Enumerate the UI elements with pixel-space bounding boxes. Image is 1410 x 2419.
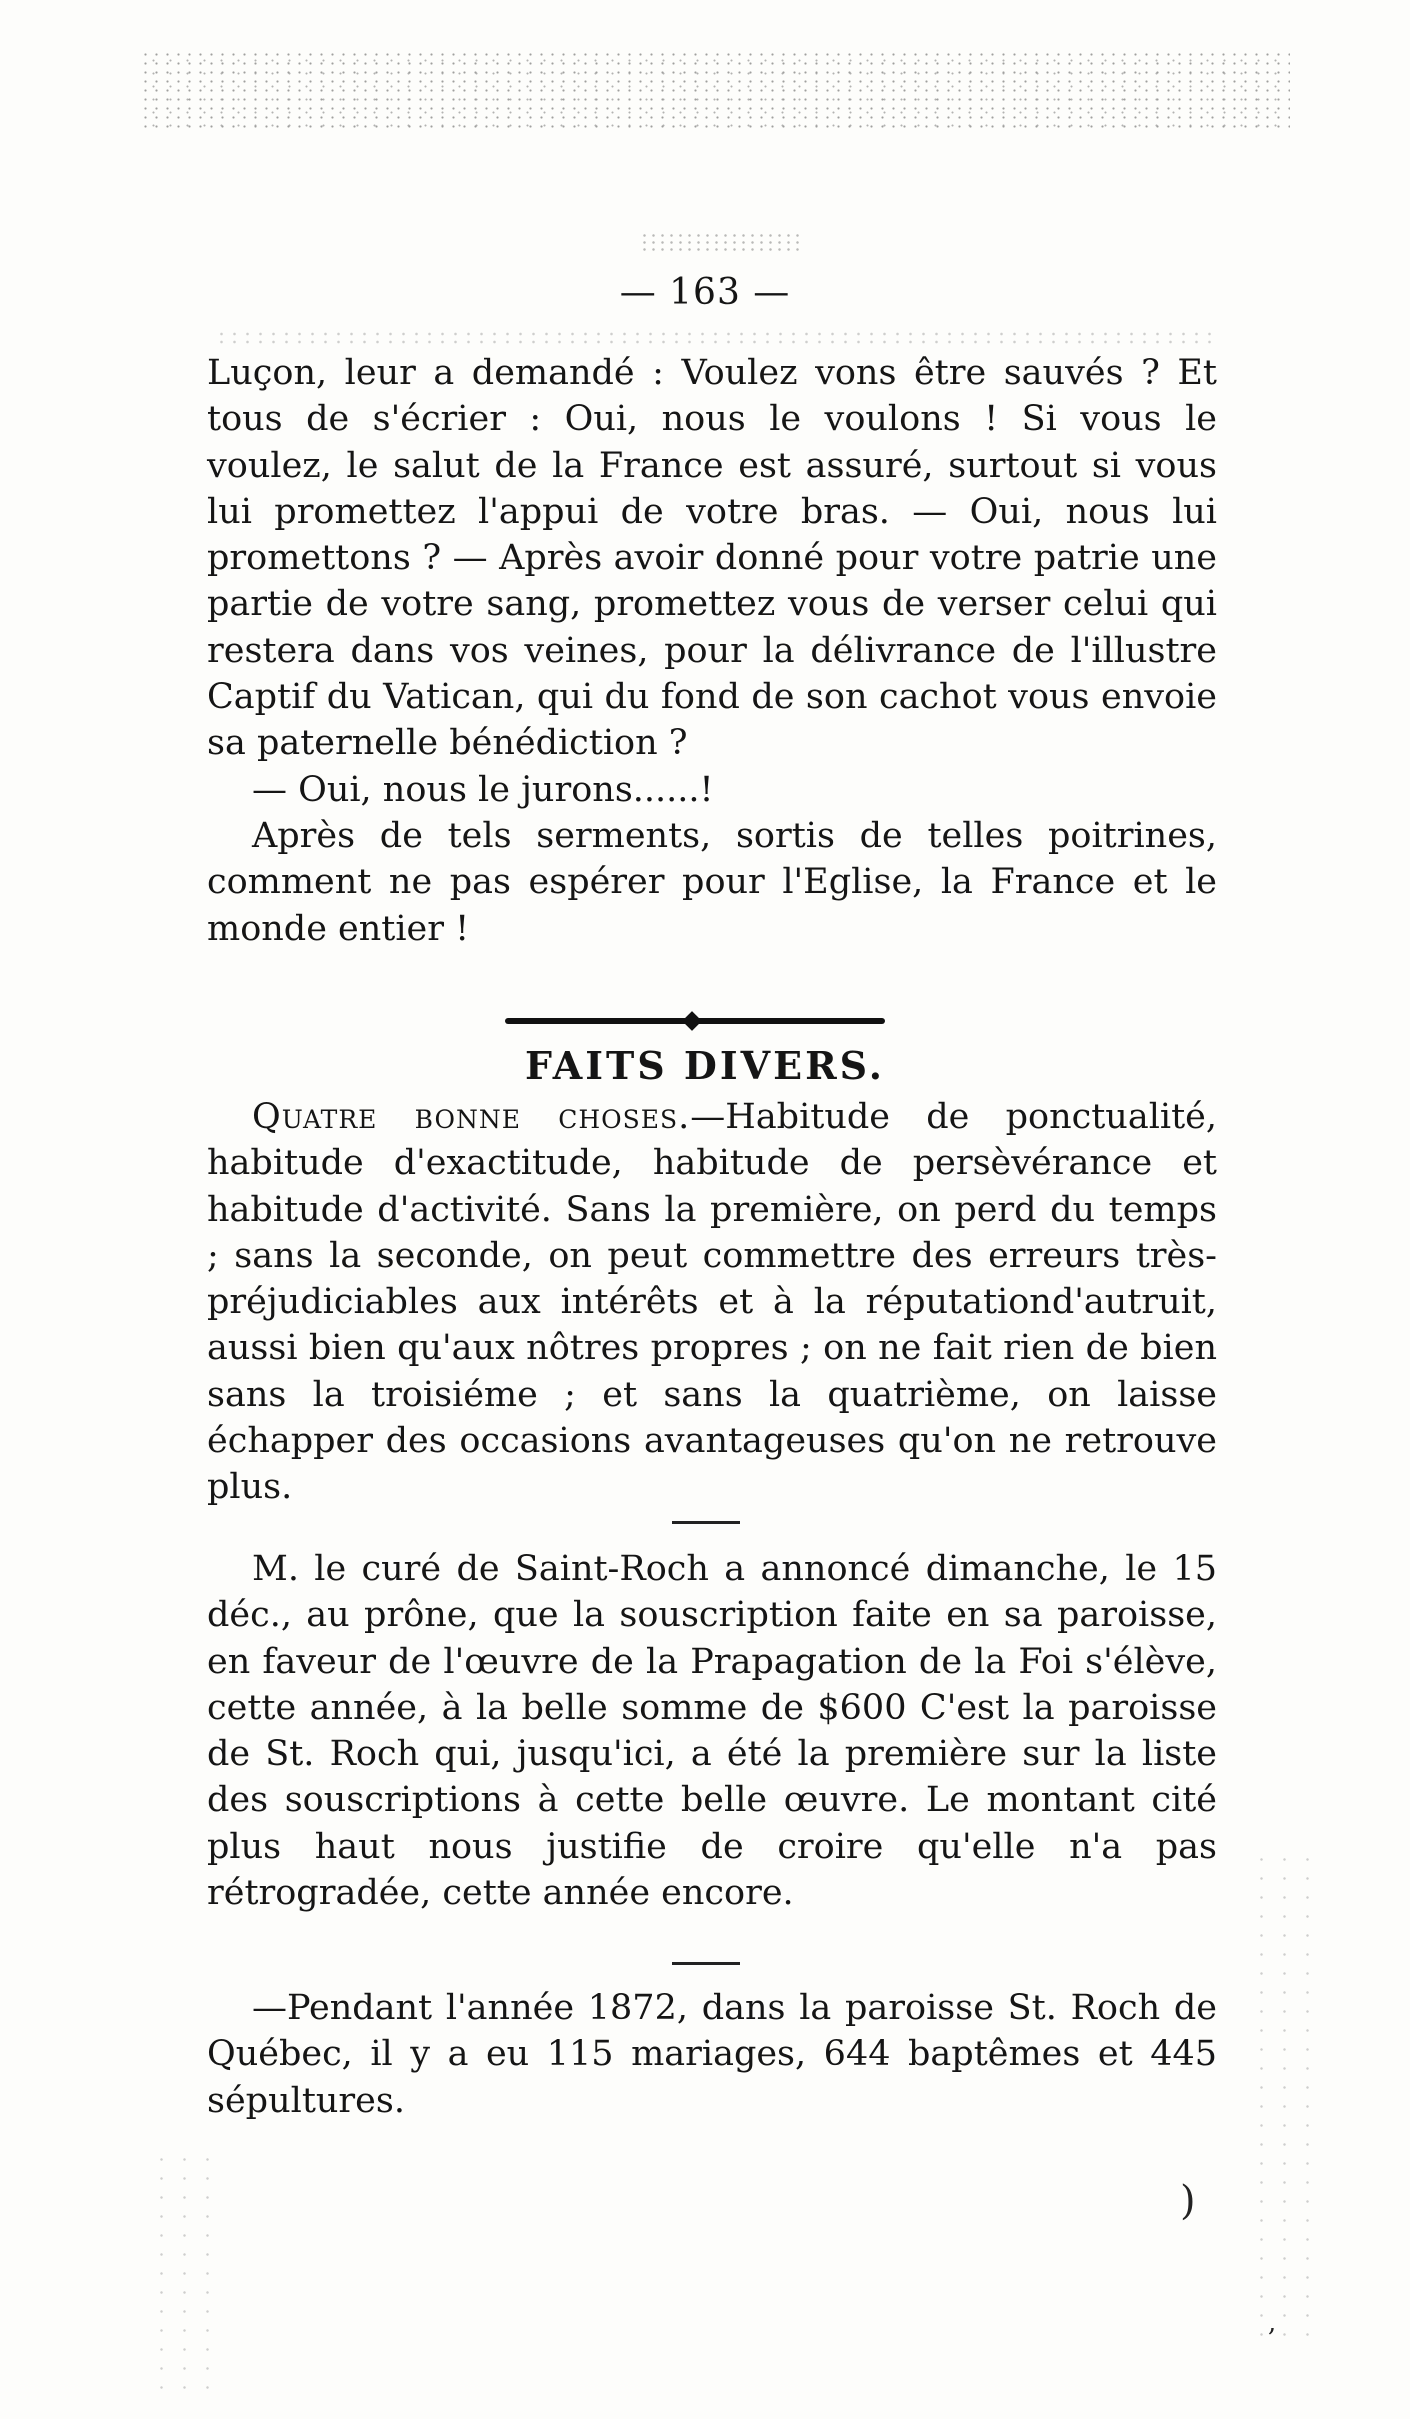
paragraph: Luçon, leur a demandé : Voulez vons être sauvés ? Et tous de s'écrier : Oui, nous le voulons ! Si vous le voulez, le salut de la France est assuré, surtout si vous lui promettez l'appui de votre bras. — Oui, nous lui promettons ? — Après avoir donné pour votre patrie une partie de votre sang, promettez vous de verser celui qui restera dans vos veines, pour la délivrance de l'illustre Captif du Vatican, qui du fond de son cachot vous envoie sa paternelle bénédiction ? (207, 353, 1217, 764)
paragraph: —Pendant l'année 1872, dans la paroisse St. Roch de Québec, il y a eu 115 mariages, 644 baptêmes et 445 sépultures. (207, 1988, 1217, 2121)
paragraph: Après de tels serments, sortis de telles poitrines, comment ne pas espérer pour l'Eglise, la France et le monde entier ! (207, 815, 1217, 949)
stray-mark: ) (1180, 2178, 1196, 2224)
ornamental-rule (505, 1018, 885, 1024)
section-heading: FAITS DIVERS. (524, 1043, 886, 1088)
news-item (207, 1985, 1217, 2124)
separator-rule (672, 1521, 740, 1524)
paragraph (207, 1094, 1217, 1511)
page-number: — 163 — (619, 272, 791, 313)
paragraph: — Oui, nous le jurons......! (252, 769, 714, 810)
news-item (207, 1094, 1217, 1511)
item-lead: Quatre bonne choses. (252, 1097, 691, 1137)
print-noise (150, 2150, 210, 2390)
print-noise (1250, 1850, 1310, 2350)
show-through-noise (215, 330, 1215, 348)
item-text: —Habitude de ponctualité, habitude d'exactitude, habitude de persèvérance et habitude d'activité. Sans la première, on perd du temps ; sans la seconde, on peut commettre des erreurs très-préjudiciables aux intérêts et à la réputationd'autruit, aussi bien qu'aux nôtres propres ; on ne fait rien de bien sans la troisiéme ; et sans la quatrième, on laisse échapper des occasions avantageuses qu'on ne retrouve plus. (207, 1097, 1217, 1508)
article-continuation (207, 350, 1217, 952)
paragraph: M. le curé de Saint-Roch a annoncé dimanche, le 15 déc., au prône, que la souscription faite en sa paroisse, en faveur de l'œuvre de la Prapagation de la Foi s'élève, cette année, à la belle somme de $600 C'est la paroisse de St. Roch qui, jusqu'ici, a été la première sur la liste des souscriptions à cette belle œuvre. Le montant cité plus haut nous justifie de croire qu'elle n'a pas rétrogradée, cette année encore. (207, 1549, 1217, 1914)
show-through-noise (640, 232, 800, 252)
news-item (207, 1546, 1217, 1916)
stray-mark: , (1268, 2308, 1277, 2338)
print-noise-top (140, 50, 1290, 130)
separator-rule (672, 1962, 740, 1965)
